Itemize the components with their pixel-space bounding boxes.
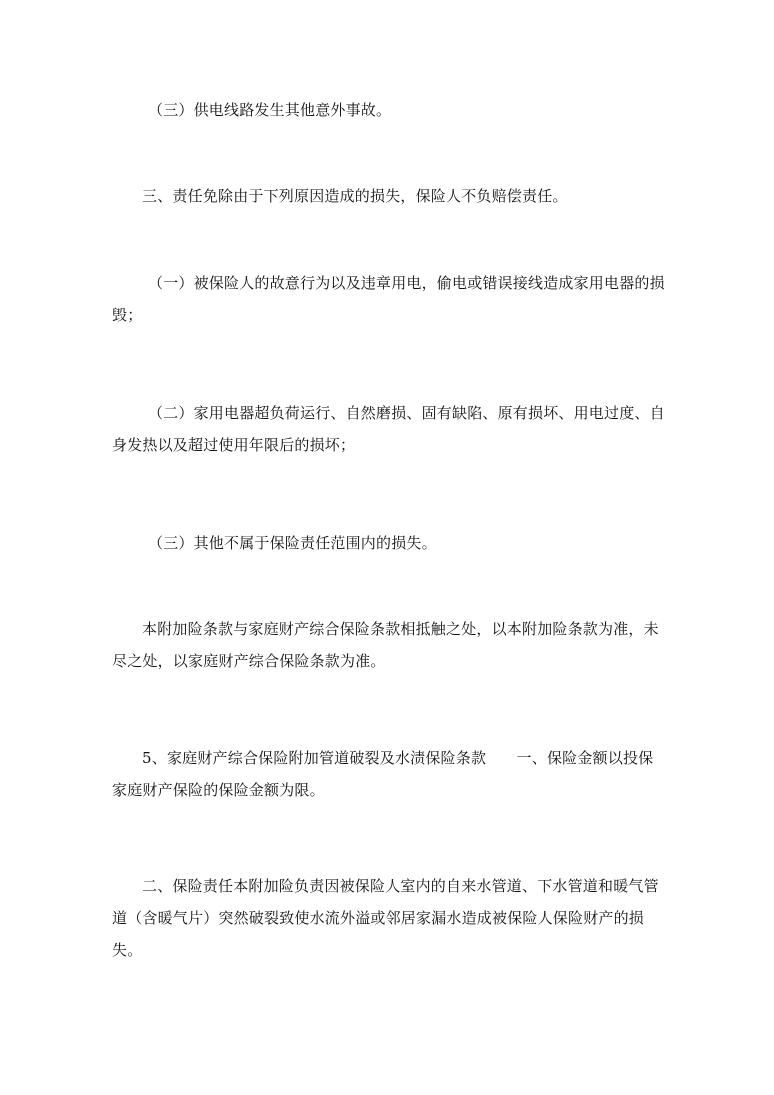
paragraph-exclusion-intentional-act: （一）被保险人的故意行为以及违章用电，偷电或错误接线造成家用电器的损毁； [112,274,665,324]
paragraph-exclusion-other-loss: （三）其他不属于保险责任范围内的损失。 [148,534,437,552]
paragraph-exclusions-heading: 三、责任免除由于下列原因造成的损失，保险人不负赔偿责任。 [142,187,568,205]
paragraph-pipe-burst-liability: 二、保险责任本附加险负责因被保险人室内的自来水管道、下水管道和暖气管道（含暖气片）突然破裂致使水流外溢或邻居家漏水造成被保险人保险财产的损失。 [112,877,659,959]
paragraph-power-line-accident: （三）供电线路发生其他意外事故。 [148,101,392,119]
paragraph-exclusion-overload-wear: （二）家用电器超负荷运行、自然磨损、固有缺陷、原有损坏、用电过度、自身发热以及超过使用年限后的损坏； [112,404,665,454]
paragraph-precedence-clause: 本附加险条款与家庭财产综合保险条款相抵触之处，以本附加险条款为准，未尽之处，以家庭财产综合保险条款为准。 [112,620,659,670]
paragraph-pipe-burst-insurance-title: 5、家庭财产综合保险附加管道破裂及水渍保险条款 一、保险金额以投保家庭财产保险的保险金额为限。 [112,749,654,799]
